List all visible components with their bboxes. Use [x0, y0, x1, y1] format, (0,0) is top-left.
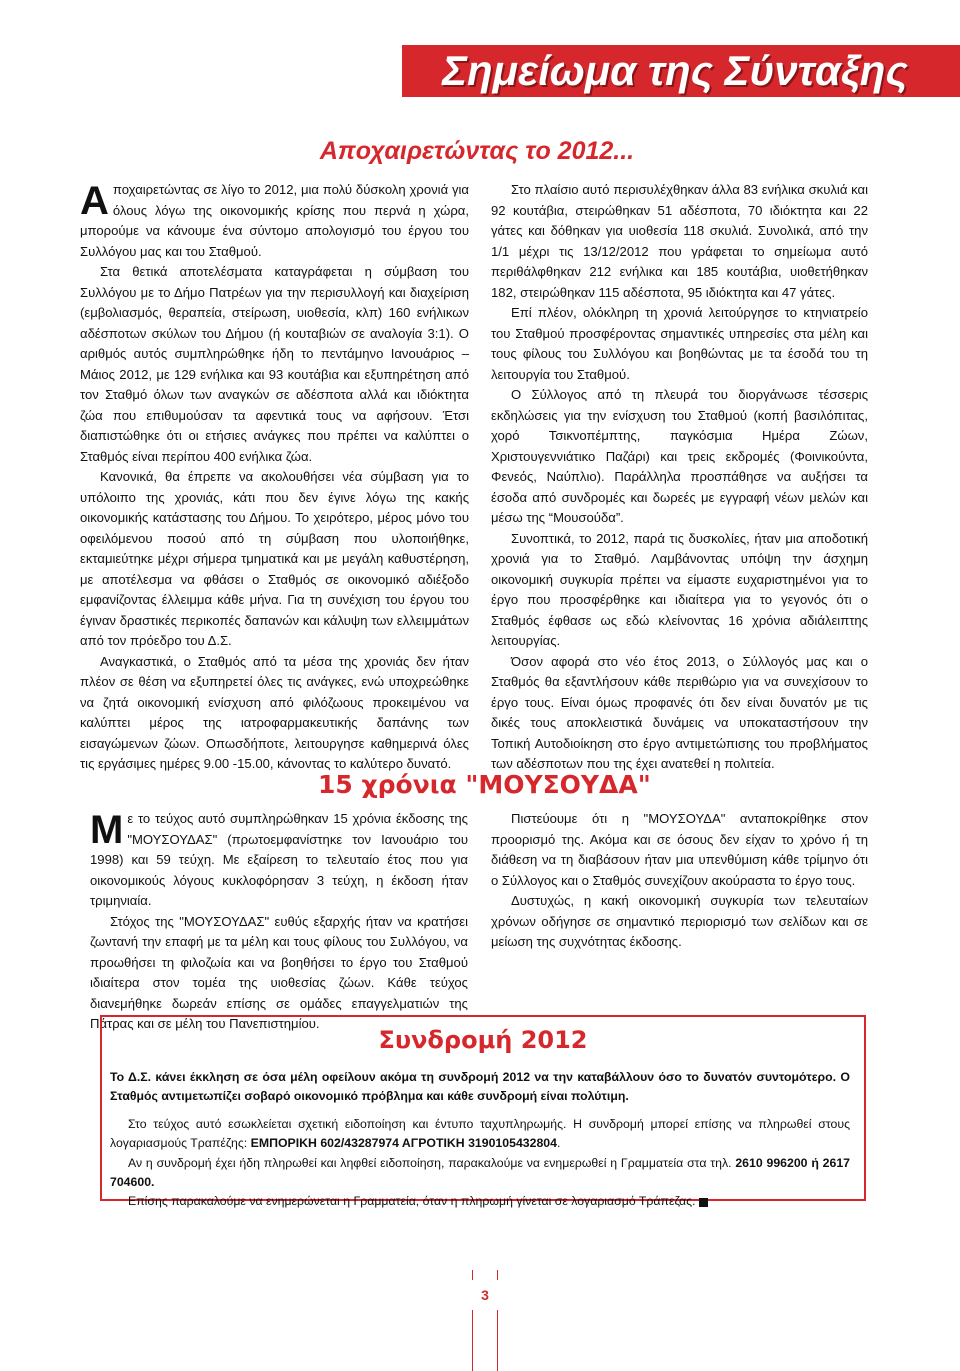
- article-paragraph: Με το τεύχος αυτό συμπληρώθηκαν 15 χρόνια έκδοσης της "ΜΟΥΣΟΥΔΑΣ" (πρωτοεμφανίστηκε τον Ιανουάριο του 1998) και 59 τεύχη. Με εξαίρεση το τελευταίο έτος που για οικονομικούς λόγους κυκλοφόρησαν 3 τεύχη, η έκδοση ήταν τριμηνιαία.: [90, 808, 468, 908]
- article-paragraph: Αποχαιρετώντας σε λίγο το 2012, μια πολύ δύσκολη χρονιά για όλους λόγω της οικονομικής κρίσης που περνά η χώρα, μπορούμε να κάνουμε ένα σύντομο απολογισμό του έργου του Συλλόγου μας και του Σταθμού.: [80, 179, 469, 259]
- article-paragraph: Πιστεύουμε ότι η "ΜΟΥΣΟΥΔΑ" ανταποκρίθηκε στον προορισμό της. Ακόμα και σε όσους δεν είχαν το χρόνο ή τη διάθεση να τη διαβάσουν ήταν μια υπενθύμιση κάθε τρίμηνο ότι ο Σύλλογος και ο Σταθμός συνεχίζουν ακούραστα το έργο τους.: [491, 811, 868, 888]
- drop-cap: Α: [80, 179, 109, 223]
- subscription-text: [110, 1068, 850, 1212]
- subscription-paragraph: Επίσης παρακαλούμε να ενημερώνεται η Γραμματεία, όταν η πληρωμή γίνεται σε λογαριασμό Τράπεζας.: [110, 1192, 850, 1211]
- article-paragraph: Συνοπτικά, το 2012, παρά τις δυσκολίες, ήταν μια αποδοτική χρονιά για το Σταθμό. Λαμβάνοντας υπόψη την άσχημη οικονομική συγκυρία πρέπει να είμαστε ευχαριστημένοι για το έργο που προσφέρθηκε και ιδιαίτερα για το γεγονός ότι ο Σταθμός έφθασε ως εδώ κλείνοντας 16 χρόνια αδιάλειπτης λειτουργίας.: [491, 530, 868, 648]
- article-column-right: [491, 180, 868, 775]
- article2-column-left: [90, 809, 468, 1035]
- article-paragraph: Αναγκαστικά, ο Σταθμός από τα μέσα της χρονιάς δεν ήταν πλέον σε θέση να εξυπηρετεί όλες τις ανάγκες, ενώ υποχρεώθηκε να ζητά οικονομική ενίσχυση από φιλόζωους προκειμένου να καλύπτει μέρος της ιατροφαρμακευτικής δαπάνης των εισαγώμενων ζώων. Οπωσδήποτε, λειτουργησε καθημερινά όλες τις εργάσιμες ημέρες 9.00 -15.00, κάνοντας το καλύτερο δυνατό.: [80, 653, 469, 771]
- end-mark-icon: [699, 1198, 708, 1207]
- article-column-left: [80, 180, 469, 775]
- subscription-paragraph: Αν η συνδρομή έχει ήδη πληρωθεί και ληφθεί ειδοποίηση, παρακαλούμε να ενημερωθεί η Γραμματεία στα τηλ. 2610 996200 ή 2617 704600.: [110, 1155, 850, 1190]
- article-paragraph: Ο Σύλλογος από τη πλευρά του διοργάνωσε τέσσερις εκδηλώσεις για την ενίσχυση του Σταθμού (κοπή βασιλόπιτας, χορό Τσικνοπέμπτης, παγκόσμια Ημέρα Ζώων, Χριστουγεννιάτικο Παζάρι) και τρεις εκδρομές (Φοινικούντα, Φενεός, Ναύπλιο). Παράλληλα προσπάθησε να αυξήσει τα έσοδα από συνδρομές και δωρεές με εγγραφή νέων μελών και μέσω της “Μουσούδα”.: [491, 387, 868, 525]
- article-heading: Αποχαιρετώντας το 2012...: [319, 137, 635, 165]
- subscription-notice: Το Δ.Σ. κάνει έκκληση σε όσα μέλη οφείλουν ακόμα τη συνδρομή 2012 να την καταβάλλουν όσο το δυνατόν συντομότερο. Ο Σταθμός αντιμετωπίζει σοβαρό οικονομικό πρόβλημα και κάθε συνδρομή είναι πολύτιμη.: [110, 1070, 850, 1104]
- bank-accounts: ΕΜΠΟΡΙΚΗ 602/43287974 ΑΓΡΟΤΙΚΗ 3190105432804: [250, 1136, 557, 1151]
- article-paragraph: Στα θετικά αποτελέσματα καταγράφεται η σύμβαση του Συλλόγου με το Δήμο Πατρέων για την περισυλλογή και διαχείριση (εμβολιασμός, θεραπεία, στείρωση, υιοθεσία, κλπ) 160 ενήλικων αδέσποτων σκύλων του Δήμου (ή κουταβιών σε αναλογία 3:1). Ο αριθμός αυτός συμπληρώθηκε ήδη το πεντάμηνο Ιανουάριος – Μάιος 2012, με 129 ενήλικα και 93 κουτάβια και εξυπηρέτηση από τον Σταθμό όλων των αναγκών σε αδέσποτα αλλά και ιδιόκτητα ζώα που επιθυμούσαν τα αφεντικά τους να αφήσουν. Έτσι διαπιστώθηκε ότι οι ετήσιες ανάγκες που πρέπει να καλύπτει ο Σταθμός είναι περίπου 400 ενήλικα ζώα.: [80, 264, 469, 464]
- article-paragraph: Επί πλέον, ολόκληρη τη χρονιά λειτούργησε το κτηνιατρείο του Σταθμού προσφέροντας σημαντικές υπηρεσίες στα μέλη και τους φίλους του Συλλόγου και βοηθώντας με τα έσοδά του τη λειτουργία του Σταθμού.: [491, 305, 868, 382]
- phone-numbers: 2610 996200 ή 2617 704600.: [110, 1155, 850, 1190]
- article-paragraph: Κανονικά, θα έπρεπε να ακολουθήσει νέα σύμβαση για το υπόλοιπο της χρονιάς, κάτι που δεν έγινε λόγω της κακής οικονομικής κατάστασης του Δήμου. Το χειρότερο, μέρος μόνο του οφειλόμενου ποσού από τη σύμβαση που υλοποιήθηκε, εκταμιεύτηκε μέχρι σήμερα τμηματικά και με μεγάλη καθυστέρηση, με αποτέλεσμα να φθάσει ο Σταθμός σε οικονομικό αδιέξοδο εμφανίζοντας έλλειμμα κάθε μήνα. Για τη συνέχιση του έργου του έγιναν δραστικές περικοπές δαπανών και κάλυψη των ελλειμμάτων από τον πρόεδρο του Δ.Σ.: [80, 469, 469, 648]
- article2-column-right: [491, 809, 868, 953]
- page-number: 3: [466, 1280, 504, 1310]
- subscription-heading: Συνδρομή 2012: [378, 1026, 588, 1054]
- section-title: Σημείωμα της Σύνταξης: [442, 47, 908, 94]
- article-heading: 15 χρόνια "ΜΟΥΣΟΥΔΑ": [318, 770, 651, 799]
- drop-cap: Μ: [90, 808, 124, 852]
- article-paragraph: Στόχος της "ΜΟΥΣΟΥΔΑΣ" ευθύς εξαρχής ήταν να κρατήσει ζωντανή την επαφή με τα μέλη και τους φίλους του Συλλόγου, να προωθήσει τη φιλοζωία και να βοηθήσει το έργο του Σταθμού ιδιαίτερα στον τομέα της υιοθεσίας ζώων. Κάθε τεύχος διανεμήθηκε δωρεάν επίσης σε ομάδες επαγγελματιών της Πάτρας και σε μέλη του Πανεπιστημίου.: [90, 913, 468, 1031]
- article-paragraph: Δυστυχώς, η κακή οικονομική συγκυρία των τελευταίων χρόνων οδήγησε σε σημαντικό περιορισμό των σελίδων και σε μείωση της συχνότητας έκδοσης.: [491, 893, 868, 949]
- subscription-paragraph: Στο τεύχος αυτό εσωκλείεται σχετική ειδοποίηση και έντυπο ταχυπληρωμής. Η συνδρομή μπορεί επίσης να πληρωθεί στους λογαριασμούς Τραπέζης: ΕΜΠΟΡΙΚΗ 602/43287974 ΑΓΡΟΤΙΚΗ 3190105432804.: [110, 1116, 850, 1151]
- article-paragraph: Στο πλαίσιο αυτό περισυλέχθηκαν άλλα 83 ενήλικα σκυλιά και 92 κουτάβια, στειρώθηκαν 51 αδέσποτα, 70 ιδιόκτητα και 22 γάτες και δόθηκαν για υιοθεσία 118 σκυλιά. Συνολικά, από την 1/1 μέχρι τις 13/12/2012 που γράφεται το σημείωμα αυτό περιθάλφθηκαν 212 ενήλικα και 185 κουτάβια, υιοθετήθηκαν 182, στειρώθηκαν 115 αδέσποτα, 95 ιδιόκτητα και 47 γάτες.: [491, 182, 868, 300]
- article-paragraph: Όσον αφορά στο νέο έτος 2013, ο Σύλλογός μας και ο Σταθμός θα εξαντλήσουν κάθε περιθώριο για να συνεχίσουν το έργο τους. Είναι όμως προφανές ότι δεν είναι δυνατόν με τις δικές τους αποκλειστικά δυνάμεις να υποκαταστήσουν την Τοπική Αυτοδιοίκηση στο έργο αντιμετώπισης του προβλήματος των αδέσποτων που της έχει ανατεθεί η πολιτεία.: [491, 653, 868, 771]
